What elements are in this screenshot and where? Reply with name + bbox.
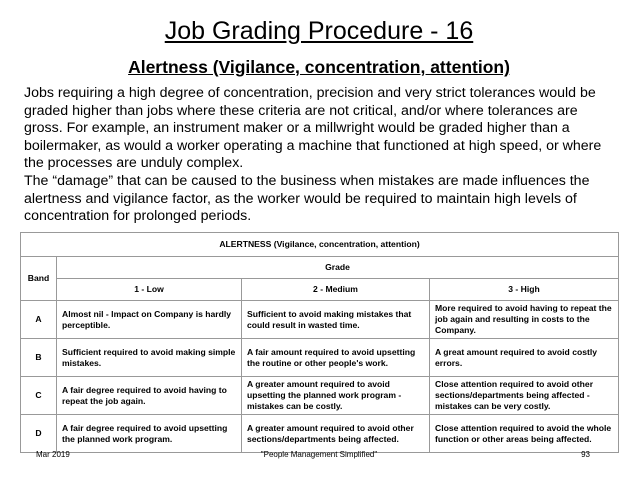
table-row [21, 415, 619, 453]
band-label: D [21, 415, 57, 453]
table-cell: Sufficient to avoid making mistakes that could result in wasted time. [242, 301, 430, 339]
page-title: Job Grading Procedure - 16 [164, 17, 474, 45]
column-header-high: 3 - High [430, 279, 619, 301]
band-label: B [21, 339, 57, 377]
table-cell: More required to avoid having to repeat the job again and resulting in costs to the Company. [430, 301, 619, 339]
column-header-medium: 2 - Medium [242, 279, 430, 301]
grade-header: Grade [57, 257, 619, 279]
footer-date: Mar 2019 [36, 450, 70, 459]
table-title: ALERTNESS (Vigilance, concentration, attention) [21, 233, 619, 257]
table-row [21, 339, 619, 377]
table-cell: A fair degree required to avoid upsetting the planned work program. [57, 415, 242, 453]
page-subtitle: Alertness (Vigilance, concentration, attention) [128, 57, 510, 77]
table-cell: A greater amount required to avoid upsetting the planned work program - mistakes can be costly. [242, 377, 430, 415]
table-row [21, 377, 619, 415]
damage-paragraph: The “damage” that can be caused to the business when mistakes are made influences the alertness and vigilance factor, as the worker would be required to maintain high levels of concentration for prolonged periods. [24, 173, 590, 224]
table-cell: Close attention required to avoid the whole function or other areas being affected. [430, 415, 619, 453]
table-cell: A greater amount required to avoid other sections/departments being affected. [242, 415, 430, 453]
intro-paragraph: Jobs requiring a high degree of concentration, precision and very strict tolerances would be graded higher than jobs where these criteria are not critical, and/or where tolerances are gross. For example, an instrument maker or a millwright would be graded higher than a boilermaker, as would a worker operating a machine that functioned at high speed, or where the processes are unduly complex. [24, 85, 602, 171]
table-cell: Close attention required to avoid other sections/departments being affected - mistakes can be very costly. [430, 377, 619, 415]
column-header-low: 1 - Low [57, 279, 242, 301]
band-label: C [21, 377, 57, 415]
table-cell: Almost nil - Impact on Company is hardly perceptible. [57, 301, 242, 339]
table-cell: A great amount required to avoid costly errors. [430, 339, 619, 377]
band-header: Band [21, 257, 57, 301]
table-cell: Sufficient required to avoid making simple mistakes. [57, 339, 242, 377]
table-row [21, 301, 619, 339]
table-cell: A fair amount required to avoid upsetting the routine or other people's work. [242, 339, 430, 377]
footer-page-number: 93 [581, 450, 590, 459]
band-label: A [21, 301, 57, 339]
footer-source: "People Management Simplified" [260, 450, 378, 459]
alertness-grading-table [20, 232, 619, 453]
table-cell: A fair degree required to avoid having to repeat the job again. [57, 377, 242, 415]
